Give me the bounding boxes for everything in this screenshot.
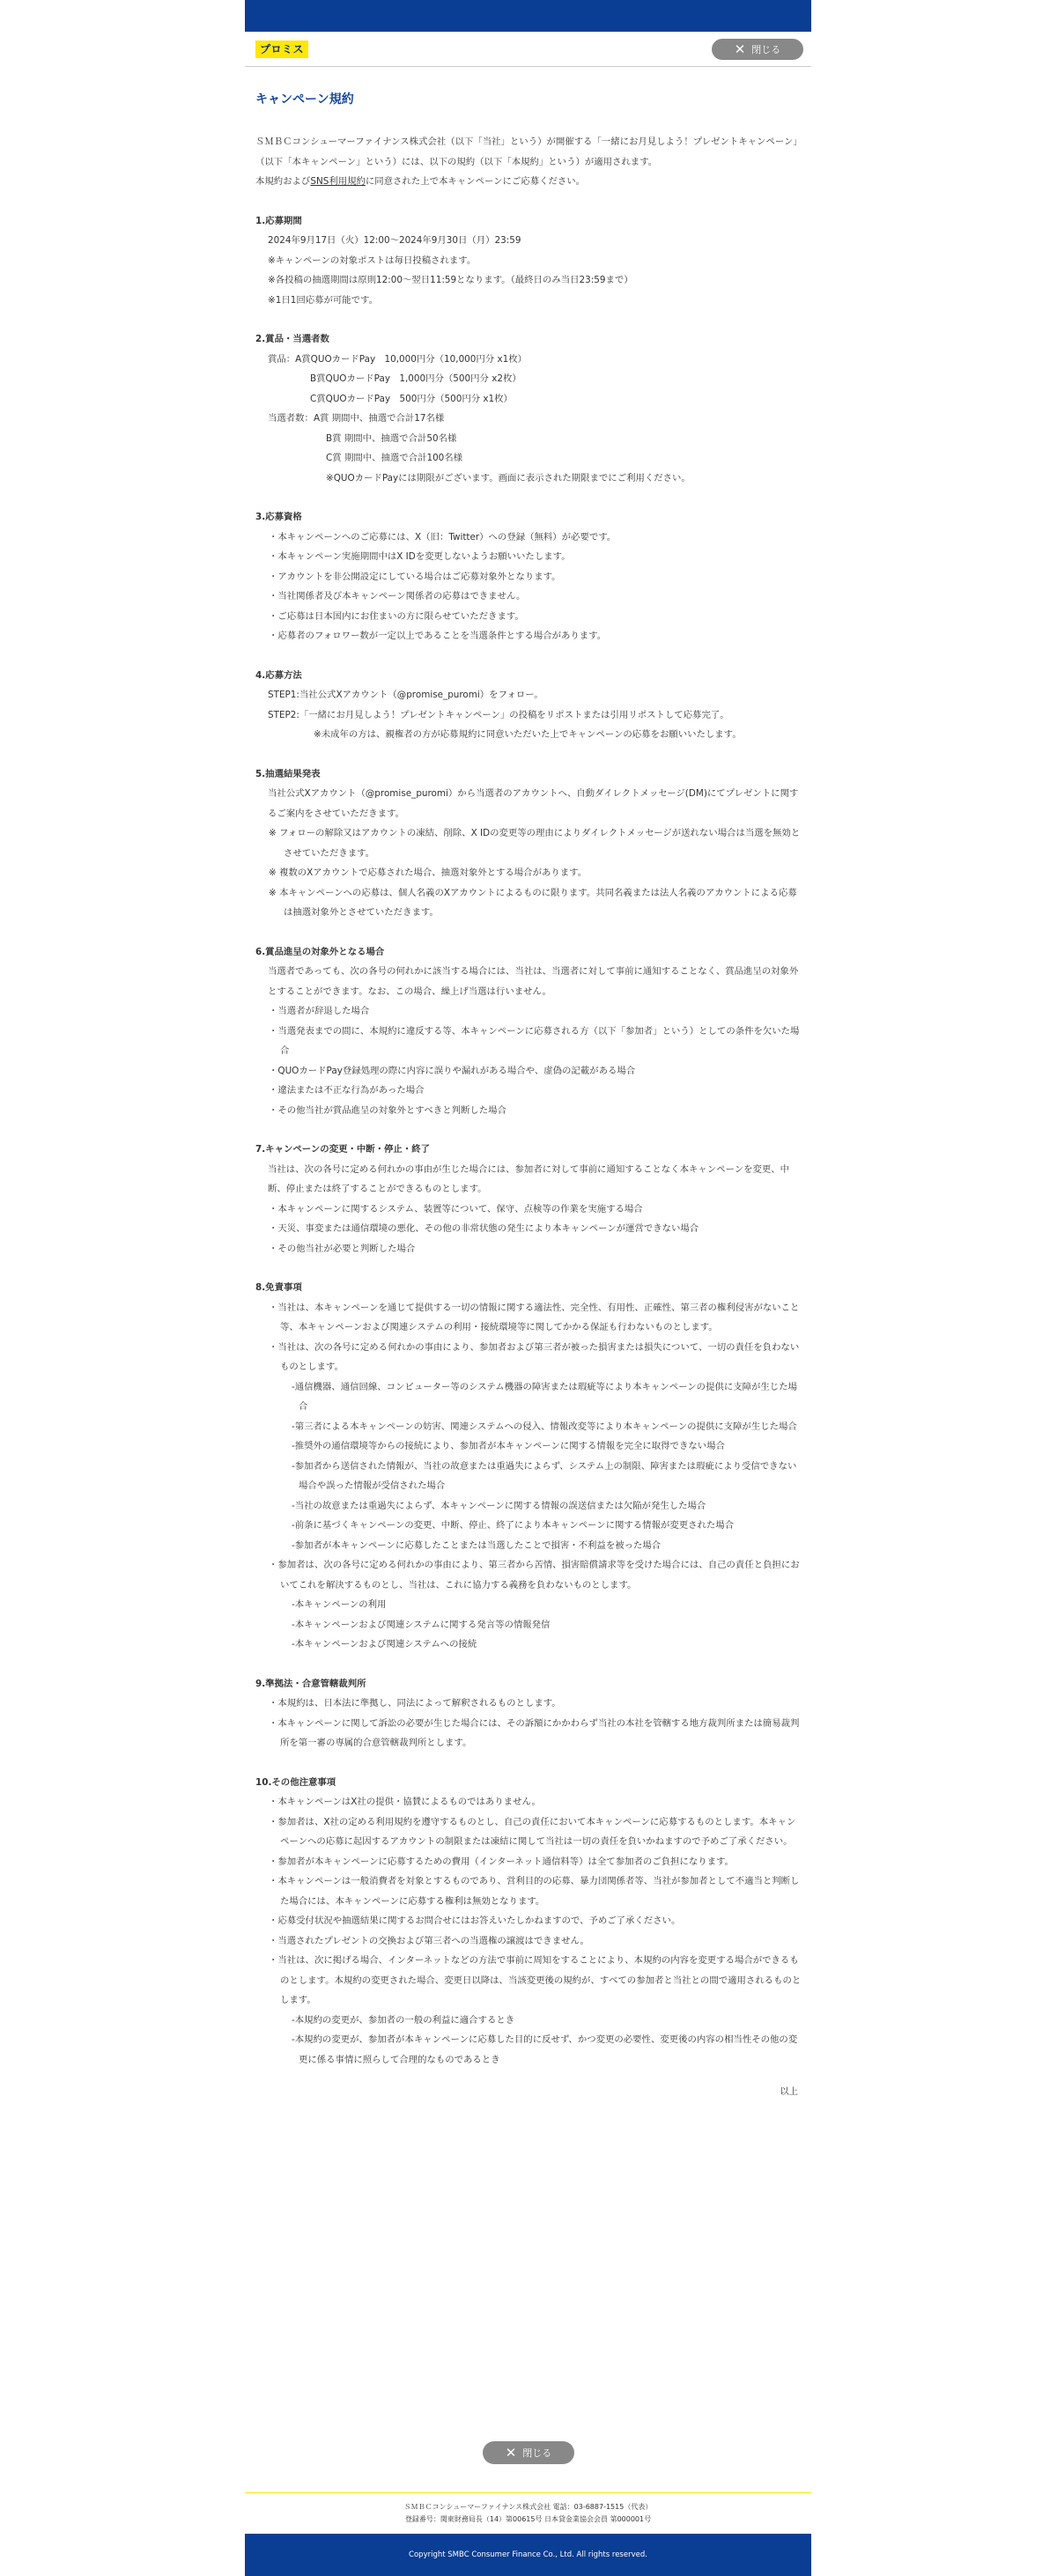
section-title: 9.準拠法・合意管轄裁判所 <box>255 1678 366 1689</box>
list-item: ・参加者は、X社の定める利用規約を遵守するものとし、自己の責任において本キャンペーンに応募するものとします。本キャンペーンへの応募に起因するアカウントの制限または凍結に関して当社は一切の責任を負いかねますので予めご了承ください。 <box>269 1816 796 1847</box>
sub-item: -前条に基づくキャンペーンの変更、中断、停止、終了により本キャンペーンに関する情報が変更された場合 <box>292 1520 735 1531</box>
sub-item: -参加者から送信された情報が、当社の故意または重過失によらず、システム上の制限、障害または瑕疵により受信できない場合や誤った情報が受信された場合 <box>292 1460 797 1491</box>
header <box>245 32 811 67</box>
section-eligibility <box>255 507 802 646</box>
period-note: ※キャンペーンの対象ポストは毎日投稿されます。 <box>268 255 477 266</box>
sub-item: -当社の故意または重過失によらず、本キャンペーンに関する情報の誤送信または欠陥が発生した場合 <box>292 1500 706 1511</box>
list-item: ・ご応募は日本国内にお住まいの方に限らせていただきます。 <box>269 610 524 622</box>
list-item: ・当社関係者及び本キャンペーン関係者の応募はできません。 <box>269 591 526 602</box>
sub-item: -本キャンペーンの利用 <box>292 1599 387 1610</box>
winners-line: 当選者数：A賞 期間中、抽選で合計17名様 <box>268 413 445 424</box>
section-exclusions <box>255 942 802 1121</box>
top-bar <box>245 0 811 32</box>
page-wrapper <box>245 0 811 2576</box>
footer-divider <box>245 2492 811 2493</box>
section-disclaimer <box>255 1278 802 1655</box>
section-how-to-apply <box>255 666 802 745</box>
copyright: Copyright SMBC Consumer Finance Co., Ltd. All rights reserved. <box>245 2534 811 2576</box>
close-button-top[interactable] <box>712 39 803 60</box>
section-application-period <box>255 211 802 311</box>
list-item: ・天災、事変または通信環境の悪化、その他の非常状態の発生により本キャンペーンが運営できない場合 <box>269 1223 699 1234</box>
sub-item: -第三者による本キャンペーンの妨害、関連システムへの侵入、情報改変等により本キャンペーンの提供に支障が生じた場合 <box>292 1421 797 1432</box>
list-item: ・本キャンペーンは一般消費者を対象とするものであり、営利目的の応募、暴力団関係者等、当社が参加者として不適当と判断した場合には、本キャンペーンに応募する権利は無効となります。 <box>269 1876 800 1907</box>
sub-item: -通信機器、通信回線、コンピューター等のシステム機器の障害または瑕疵等により本キャンペーンの提供に支障が生じた場合 <box>292 1381 797 1412</box>
sub-item: -推奨外の通信環境等からの接続により、参加者が本キャンペーンに関する情報を完全に取得できない場合 <box>292 1441 725 1451</box>
registration-number: 登録番号：関東財務局長（14）第00615号 日本貸金業協会会員 第000001号 <box>404 2515 652 2523</box>
period-note: ※1日1回応募が可能です。 <box>268 294 379 306</box>
list-item: ・当選発表までの間に、本規約に違反する等、本キャンペーンに応募される方（以下「参加者」という）としての条件を欠いた場合 <box>269 1025 800 1056</box>
results-note: ※ 本キャンペーンへの応募は、個人名義のXアカウントによるものに限ります。共同名義または法人名義のアカウントによる応募は抽選対象外とさせていただきます。 <box>269 887 797 918</box>
step-1: STEP1:当社公式Xアカウント（@promise_puromi）をフォロー。 <box>268 690 543 700</box>
list-item: ・当選されたプレゼントの交換および第三者への当選権の譲渡はできません。 <box>269 1935 589 1946</box>
page-title: キャンペーン規約 <box>255 92 354 107</box>
prize-line: 賞品：A賞QUOカードPay 10,000円分（10,000円分 x1枚） <box>268 353 528 365</box>
section-title: 1.応募期間 <box>255 215 302 226</box>
list-item: ・当社は、次の各号に定める何れかの事由により、参加者および第三者が被った損害または損失について、一切の責任を負わないものとします。 <box>269 1341 800 1372</box>
prize-line: C賞QUOカードPay 500円分（500円分 x1枚） <box>310 393 513 404</box>
sub-item: -本規約の変更が、参加者が本キャンペーンに応募した目的に反せず、かつ変更の必要性、変更後の内容の相当性その他の変更に係る事情に照らして合理的なものであるとき <box>292 2034 798 2065</box>
list-item: ・本キャンペーン実施期間中はX IDを変更しないようお願いいたします。 <box>269 551 571 562</box>
close-label: 閉じる <box>751 44 781 55</box>
list-item: ・本キャンペーンへのご応募には、X（旧：Twitter）への登録（無料）が必要です。 <box>269 531 617 543</box>
close-button-bottom[interactable] <box>483 2441 574 2464</box>
list-item: ・本キャンペーンに関するシステム、装置等について、保守、点検等の作業を実施する場合 <box>269 1203 643 1214</box>
list-item: ・アカウントを非公開設定にしている場合はご応募対象外となります。 <box>269 571 561 582</box>
exclusions-text: 当選者であっても、次の各号の何れかに該当する場合には、当社は、当選者に対して事前に通知することなく、賞品進呈の対象外とすることができます。なお、この場合、繰上げ当選は行いません。 <box>268 966 799 997</box>
section-title: 7.キャンペーンの変更・中断・停止・終了 <box>255 1144 430 1155</box>
minor-note: ※未成年の方は、親権者の方が応募規約に同意いただいた上でキャンペーンの応募をお願いいたします。 <box>314 729 742 740</box>
section-results <box>255 764 802 923</box>
list-item: ・参加者が本キャンペーンに応募するための費用（インターネット通信料等）は全て参加者のご負担になります。 <box>269 1856 734 1867</box>
sub-item: -本規約の変更が、参加者の一般の利益に適合するとき <box>292 2014 515 2026</box>
list-item: ・本キャンペーンに関して訴訟の必要が生じた場合には、その訴額にかかわらず当社の本社を管轄する地方裁判所または簡易裁判所を第一審の専属的合意管轄裁判所とします。 <box>269 1717 800 1748</box>
company-name: ＳＭＢＣコンシューマーファイナンス株式会社 電話：03-6887-1515（代表） <box>403 2503 653 2511</box>
section-other-notes <box>255 1773 802 2070</box>
winners-line: C賞 期間中、抽選で合計100名様 <box>326 453 463 463</box>
list-item: ・参加者は、次の各号に定める何れかの事由により、第三者から苦情、損害賠償請求等を受けた場合には、自己の責任と負担においてこれを解決するものとし、当社は、これに協力する義務を負わないものとします。 <box>269 1560 800 1591</box>
list-item: ・当選者が辞退した場合 <box>269 1006 370 1016</box>
list-item: ・当社は、次に掲げる場合、インターネットなどの方法で事前に周知をすることにより、本規約の内容を変更する場合ができるものとします。本規約の変更された場合、変更日以降は、当該変更後の規約が、すべての参加者と当社との間で適用されるものとします。 <box>269 1955 802 2005</box>
section-governing-law <box>255 1674 802 1753</box>
promise-logo: プロミス <box>255 41 308 58</box>
winners-line: B賞 期間中、抽選で合計50名様 <box>326 432 457 444</box>
intro <box>255 132 802 192</box>
list-item: ・本キャンペーンはX社の提供・協賛によるものではありません。 <box>269 1797 541 1807</box>
terms-content <box>255 88 802 2102</box>
list-item: ・その他当社が賞品進呈の対象外とすべきと判断した場合 <box>269 1104 506 1116</box>
close-icon: ✕ <box>734 41 746 57</box>
changes-text: 当社は、次の各号に定める何れかの事由が生じた場合には、参加者に対して事前に通知することなく本キャンペーンを変更、中断、停止または終了することができるものとします。 <box>268 1163 790 1194</box>
list-item: ・本規約は、日本法に準拠し、同法によって解釈されるものとします。 <box>269 1698 561 1709</box>
list-item: ・その他当社が必要と判断した場合 <box>269 1243 416 1254</box>
section-title: 8.免責事項 <box>255 1282 302 1293</box>
sub-item: -本キャンペーンおよび関連システムに関する発言等の情報発信 <box>292 1619 551 1630</box>
sub-item: -本キャンペーンおよび関連システムへの接続 <box>292 1639 477 1650</box>
section-title: 3.応募資格 <box>255 512 302 522</box>
close-icon: ✕ <box>505 2444 517 2461</box>
list-item: ・応募者のフォロワー数が一定以上であることを当選条件とする場合があります。 <box>269 631 607 641</box>
close-label: 閉じる <box>522 2447 552 2459</box>
section-title: 6.賞品進呈の対象外となる場合 <box>255 946 385 957</box>
section-title: 2.賞品・当選者数 <box>255 334 329 344</box>
intro-agreement-a: 本規約および <box>255 176 311 187</box>
list-item: ・応募受付状況や抽選結果に関するお問合せにはお答えいたしかねますので、予めご了承ください。 <box>269 1915 681 1926</box>
section-title: 4.応募方法 <box>255 669 302 681</box>
results-note: ※ 複数のXアカウントで応募された場合、抽選対象外とする場合があります。 <box>269 867 588 878</box>
list-item: ・QUOカードPay登録処理の際に内容に誤りや漏れがある場合や、虚偽の記載がある場合 <box>269 1065 636 1076</box>
list-item: ・違法または不正な行為があった場合 <box>269 1085 425 1096</box>
period-note: ※各投稿の抽選期間は原則12:00〜翌日11:59となります。（最終日のみ当日23:59まで） <box>268 275 633 285</box>
step-2: STEP2:「一緒にお月見しよう！プレゼントキャンペーン」の投稿をリポストまたは引用リポストして応募完了。 <box>268 709 729 720</box>
intro-agreement <box>255 172 802 192</box>
sns-terms-link[interactable]: SNS利用規約 <box>310 176 366 187</box>
results-note: ※ フォローの解除又はアカウントの凍結、削除、X IDの変更等の理由によりダイレクトメッセージが送れない場合は当選を無効とさせていただきます。 <box>269 828 801 859</box>
prize-line: B賞QUOカードPay 1,000円分（500円分 x2枚） <box>310 373 521 384</box>
end-mark: 以上 <box>780 2086 798 2097</box>
section-changes <box>255 1140 802 1258</box>
sub-item: -参加者が本キャンペーンに応募したことまたは当選したことで損害・不利益を被った場合 <box>292 1539 662 1551</box>
section-title: 10.その他注意事項 <box>255 1776 336 1788</box>
company-info <box>245 2501 811 2526</box>
intro-agreement-b: に同意された上で本キャンペーンにご応募ください。 <box>365 176 586 187</box>
section-title: 5.抽選結果発表 <box>255 768 321 779</box>
results-text: 当社公式Xアカウント（@promise_puromi）から当選者のアカウントへ、自動ダイレクトメッセージ(DM)にてプレゼントに関するご案内をさせていただきます。 <box>268 788 799 819</box>
list-item: ・当社は、本キャンペーンを通じて提供する一切の情報に関する適法性、完全性、有用性、正確性、第三者の権利侵害がないこと等、本キャンペーンおよび関連システムの利用・接続環境等に関してかかる保証も行わないものとします。 <box>269 1302 800 1332</box>
prize-note: ※QUOカードPayには期限がございます。画面に表示された期限までにご利用ください。 <box>326 472 691 483</box>
period-line: 2024年9月17日（火）12:00〜2024年9月30日（月）23:59 <box>268 235 521 246</box>
intro-text: ＳＭＢＣコンシューマーファイナンス株式会社（以下「当社」という）が開催する「一緒にお月見しよう！プレゼントキャンペーン」（以下「本キャンペーン」という）には、以下の規約（以下「本規約」という）が適用されます。 <box>255 137 798 167</box>
section-prizes <box>255 329 802 488</box>
